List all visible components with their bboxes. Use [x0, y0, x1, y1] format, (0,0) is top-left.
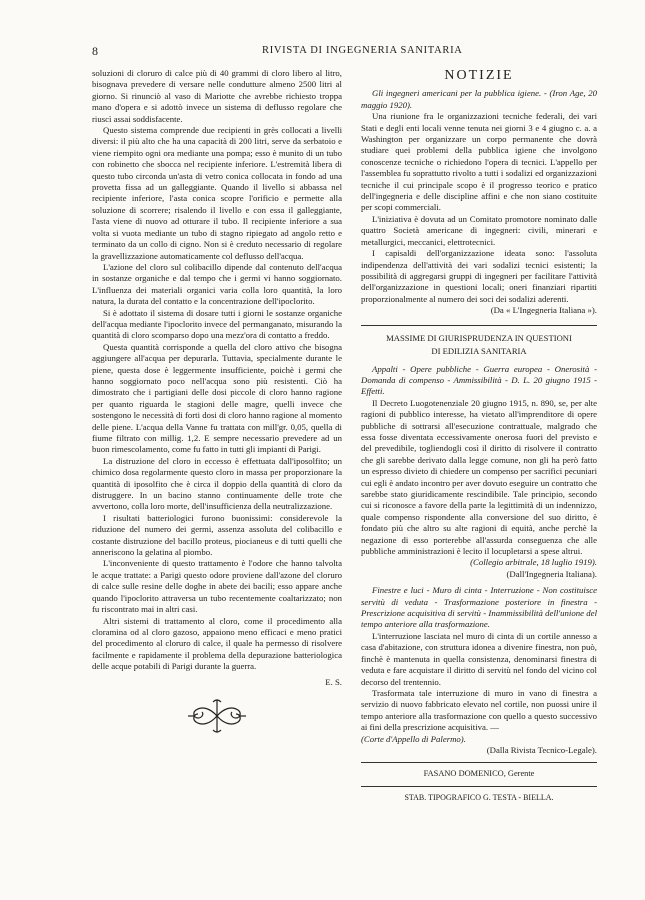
divider — [361, 325, 597, 326]
paragraph: Altri sistemi di trattamento al cloro, come il procedimento alla cloramina od al cloro gazoso, appaiono meno efficaci e meno pratici del procedimento al cloruro di calce, il quale ha permesso di risolvere facilmente e rapidamente il problema della depurazione batteriologica delle acque potabili di Parigi durante la guerra. — [92, 615, 342, 672]
case-source: (Dall'Ingegneria Italiana). — [506, 568, 597, 579]
paragraph: Questa quantità corrisponde a quella del cloro attivo che bisogna aggiungere all'acqua per depurarla. Tuttavia, specialmente durante le piene, questa dose è leggermente insufficiente, poichè i germi che hanno soggiornato poco nell'acqua sono più resistenti. Ciò ha dimostrato che i partigiani delle dosi piccole di cloro hanno ragione per quanto riguarda le stagioni delle magre, quelli invece che sostengono le necessità di forti dosi di cloro hanno ragione al momento delle piene. L'acqua della Vanne fu trattata con mill'gr. 0,05, quella di fiume filtrato con millig. 1,2. E sempre necessario prevedere ad un buon rimescolamento, come fu fatto in tutti gli impianti di Parigi. — [92, 341, 342, 455]
case-citation: (Collegio arbitrale, 18 luglio 1919). — [470, 557, 597, 568]
paragraph: I risultati batteriologici furono buonissimi: considerevole la riduzione del numero dei germi, assenza assoluta del colibacillo e costante distruzione del bacillo proteus, piocianeus e di tutti quelli che anneriscono la gelatina al piombo. — [92, 512, 342, 558]
page-number: 8 — [92, 44, 98, 58]
decorative-ornament-icon — [182, 696, 252, 736]
paragraph: Si è adottato il sistema di dosare tutti i giorni le sostanze organiche dell'acqua mediante l'ipoclorito invece del permanganato, misurando la quantità di cloro scomparso dopo una mezz'ora di contatto a freddo. — [92, 307, 342, 341]
journal-title: RIVISTA DI INGEGNERIA SANITARIA — [262, 45, 463, 56]
left-column — [92, 68, 342, 736]
manager-credit: FASANO DOMENICO, Gerente — [423, 769, 535, 779]
case-text: Il Decreto Luogotenenziale 20 giugno 1915, n. 890, se, per alte ragioni di pubblico interesse, ha vietato all'imprenditore di opere pubbliche di sottrarsi all'esecuzione contrattuale, malgrado che essa fosse diventata eccessivamente onerosa fuori del previsto e del prevedibile, togliendogli così il diritto di risolvere il contratto che gli sarebbe derivato dalla legge comune, non gli ha però fatto un espresso divieto di chiedere un compenso per sacrifici pecuniari cui egli è andato incontro per aver dovuto eseguire un contratto che sarebbe stato giuridicamente rescindibile. Tale principio, secondo cui si riconosce a favore della parte la legittimità di un indennizzo, quale compenso rispondente alla conversione del suo diritto, è fondato più che altro su alte ragioni di equità, anche perchè la negazione di esso porterebbe all'assurda conseguenza che alle pubbliche amministrazioni è lecito il locupletarsi a spese altrui. — [361, 397, 597, 557]
paragraph: L'azione del cloro sul colibacillo dipende dal contenuto dell'acqua in sostanze organiche e dal tempo che i germi vi hanno soggiornato. L'influenza dei materiali organici varia colla loro quantità, la loro natura, la durata del contatto e la concentrazione dell'ipoclorito. — [92, 261, 342, 307]
paragraph: Una riunione fra le organizzazioni tecniche federali, dei vari Stati e degli enti locali venne tenuta nei giorni 3 e 4 giugno c. a. a Washington per organizzare un corpo permanente che dovrà studiare quei problemi della pubblica igiene che involgono conoscenze tecniche o richiedono l'opera di tecnici. L'appello per l'assemblea fu soprattutto rivolto a tutti i sodalizi ed organizzazioni tecniche il cui principale scopo è il progresso teorico e pratico dell'ingegneria e delle discipline affini e che non siano costituite per scopi commerciali. — [361, 111, 597, 213]
printer-credit: STAB. TIPOGRAFICO G. TESTA - BIELLA. — [404, 792, 554, 802]
case-text: L'interruzione lasciata nel muro di cinta di un cortile annesso a casa d'abitazione, con struttura idonea a divenire finestra, non può, finchè è mantenuta in quella consistenza, denominarsi finestra di veduta e fare acquistare il diritto di servitù nel fondo del vicino col decorso del trentennio. — [361, 630, 597, 687]
paragraph: La distruzione del cloro in eccesso è effettuata dall'iposolfito; un chimico dosa regolarmente questo cloro in massa per proporzionare la quantità di iposolfito che è circa il doppio della quantità di cloro da distruggere. In un bacino stanno continuamente delle trote che avvertono, colla loro morte, dell'insufficienza della neutralizzazione. — [92, 455, 342, 512]
paragraph: L'inconveniente di questo trattamento è l'odore che hanno talvolta le acque trattate: a Parigi questo odore proviene dall'azone del cloruro di calce sulle resine delle doghe in abete dei bacili; esso appare anche quando l'ipoclorito attraversa un tubo recentemente coaltarizzato; non fu riscontrato mai in altri casi. — [92, 558, 342, 615]
paragraph: I capisaldi dell'organizzazione ideata sono: l'assoluta indipendenza dell'attività dei vari sodalizi tecnici esistenti; la possibilità di aggregarsi gruppi di ingegneri per facilitare l'attività dell'organizzazione in questioni locali; oneri finanziari ripartiti proporzionalmente al numero dei soci dei sodalizi aderenti. — [361, 248, 597, 304]
article-title: Gli ingegneri americani per la pubblica igiene. - (Iron Age, 20 maggio 1920). — [361, 88, 597, 110]
divider — [361, 762, 597, 763]
paragraph: L'iniziativa è dovuta ad un Comitato promotore nominato dalle quattro Società americane di ingegneri: civili, minerari e metallurgici, meccanici, elettrotecnici. — [361, 213, 597, 247]
case-source: (Dalla Rivista Tecnico-Legale). — [486, 744, 597, 755]
section-heading-massime-line2: DI EDILIZIA SANITARIA — [431, 345, 527, 356]
article-source: (Da « L'Ingegneria Italiana »). — [490, 305, 597, 316]
paragraph: Questo sistema comprende due recipienti in grès collocati a livelli diversi: il più alto che ha una capacità di 200 litri, serve da serbatoio e viene riempito ogni ora mediante una pompa; esso è munito di un tubo con robinetto che sbocca nel recipiente inferiore. L'estremità libera di questo tubo circonda un'asta di vetro conica collocata in fondo ad una provetta fissa ad un galleggiante. Quando il livello si abbassa nel recipiente inferiore, l'asta conica scopre l'orificio e permette alla soluzione di scorrere; risalendo il livello e con essa il galleggiante, l'asta viene di nuovo ad otturare il tubo. Il recipiente inferiore a sua volta si vuota mediante un tubo di stagno ripiegato ad angolo retto e terminato da un collo di cigno. Non si è creduto necessario di regolare la gravellizzazione automaticamente col deflusso dell'acqua. — [92, 125, 342, 261]
case-title: Finestre e luci - Muro di cinta - Interruzione - Non costituisce servitù di veduta - Trasformazione posteriore in finestra - Prescrizione acquisitiva di servitù - Inammissibilità dell'unione del tempo anteriore alla trasformazione. — [361, 585, 597, 630]
paragraph: soluzioni di cloruro di calce più di 40 grammi di cloro libero al litro, bisognava prevedere di versare nelle condutture almeno 2500 litri al giorno. Si rinunciò al vaso di Mariotte che avrebbe richiesto troppa mano d'opera e si adottò invece un sistema di deflusso regolare che riuscì assai soddisfacente. — [92, 68, 342, 124]
divider — [361, 786, 597, 787]
article-signature: E. S. — [325, 676, 342, 687]
case-text: Trasformata tale interruzione di muro in vano di finestra a servizio di nuovo fabbricato elevato nel cortile, non puossi unire il tempo anteriore alla trasformazione con quello a questo successivo ai fini della prescrizione acquisitiva. — — [361, 687, 597, 733]
right-column — [361, 68, 597, 803]
section-heading-massime-line1: MASSIME DI GIURISPRUDENZA IN QUESTIONI — [386, 332, 572, 343]
case-title: Appalti - Opere pubbliche - Guerra europea - Onerosità - Domanda di compenso - Ammissibilità - D. L. 20 giugno 1915 - Effetti. — [361, 363, 597, 397]
case-citation: (Corte d'Appello di Palermo). — [361, 733, 466, 744]
section-heading-notizie: NOTIZIE — [444, 68, 514, 83]
running-header — [92, 44, 597, 58]
